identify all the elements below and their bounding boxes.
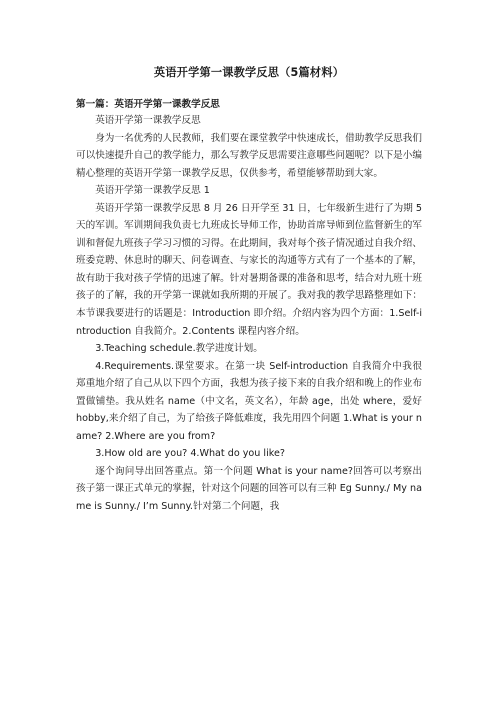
document-title: 英语开学第一课教学反思（5篇材料） <box>153 66 345 79</box>
paragraph: 身为一名优秀的人民教师，我们要在课堂教学中快速成长，借助教学反思我们可以快速提升自己的教学能力，那么写教学反思需要注意哪些问题呢？以下是小编精心整理的英语开学第一课教学反思，仅供参考，希望能够帮助到大家。 <box>76 132 422 179</box>
paragraph: 英语开学第一课教学反思 8 月 26 日开学至 31 日，七年级新生进行了为期 5 天的军训。军训期间我负责七九班成长导师工作，协助首席导师到位监督新生的军训和督促九班孩子学习习惯的习得。在此期间，我对每个孩子情况通过自我介绍、班委竞聘、休息时的聊天、问卷调查、与家长的沟通等方式有了一个基本的了解，故有助于我对孩子学情的迅速了解。针对暑期备课的准备和思考，结合对九班十班孩子的了解，我的开学第一课就如我所期的开展了。我对我的教学思路整理如下：本节课我要进行的话题是：Introduction 即介绍。介绍内容为四个方面：1.Self-introduction 自我简介。2.Contents 课程内容介绍。 <box>76 202 422 337</box>
paragraph: 英语开学第一课教学反思 1 <box>95 185 210 197</box>
paragraph: 逐个询问导出回答重点。第一个问题 What is your name?回答可以考察出孩子第一课正式单元的掌握，针对这个问题的回答可以有三种 Eg Sunny./ My name is Sunny./ I’m Sunny.针对第二个问题，我 <box>76 465 422 513</box>
paragraph: 3.How old are you? 4.What do you like? <box>95 448 285 460</box>
document-body <box>76 112 422 516</box>
paragraph: 英语开学第一课教学反思 <box>95 115 201 126</box>
section-heading: 第一篇：英语开学第一课教学反思 <box>76 99 220 110</box>
paragraph: 3.Teaching schedule.教学进度计划。 <box>95 343 263 355</box>
paragraph: 4.Requirements.课堂要求。在第一块 Self-introduction 自我简介中我很郑重地介绍了自己从以下四个方面，我想为孩子接下来的自我介绍和晚上的作业布置做铺垫。我从姓名 name（中文名，英文名），年龄 age，出处 where，爱好 hobby,来介绍了自己，为了给孩子降低难度，我先用四个问题 1.What is your name? 2.Where are you from? <box>76 360 422 442</box>
